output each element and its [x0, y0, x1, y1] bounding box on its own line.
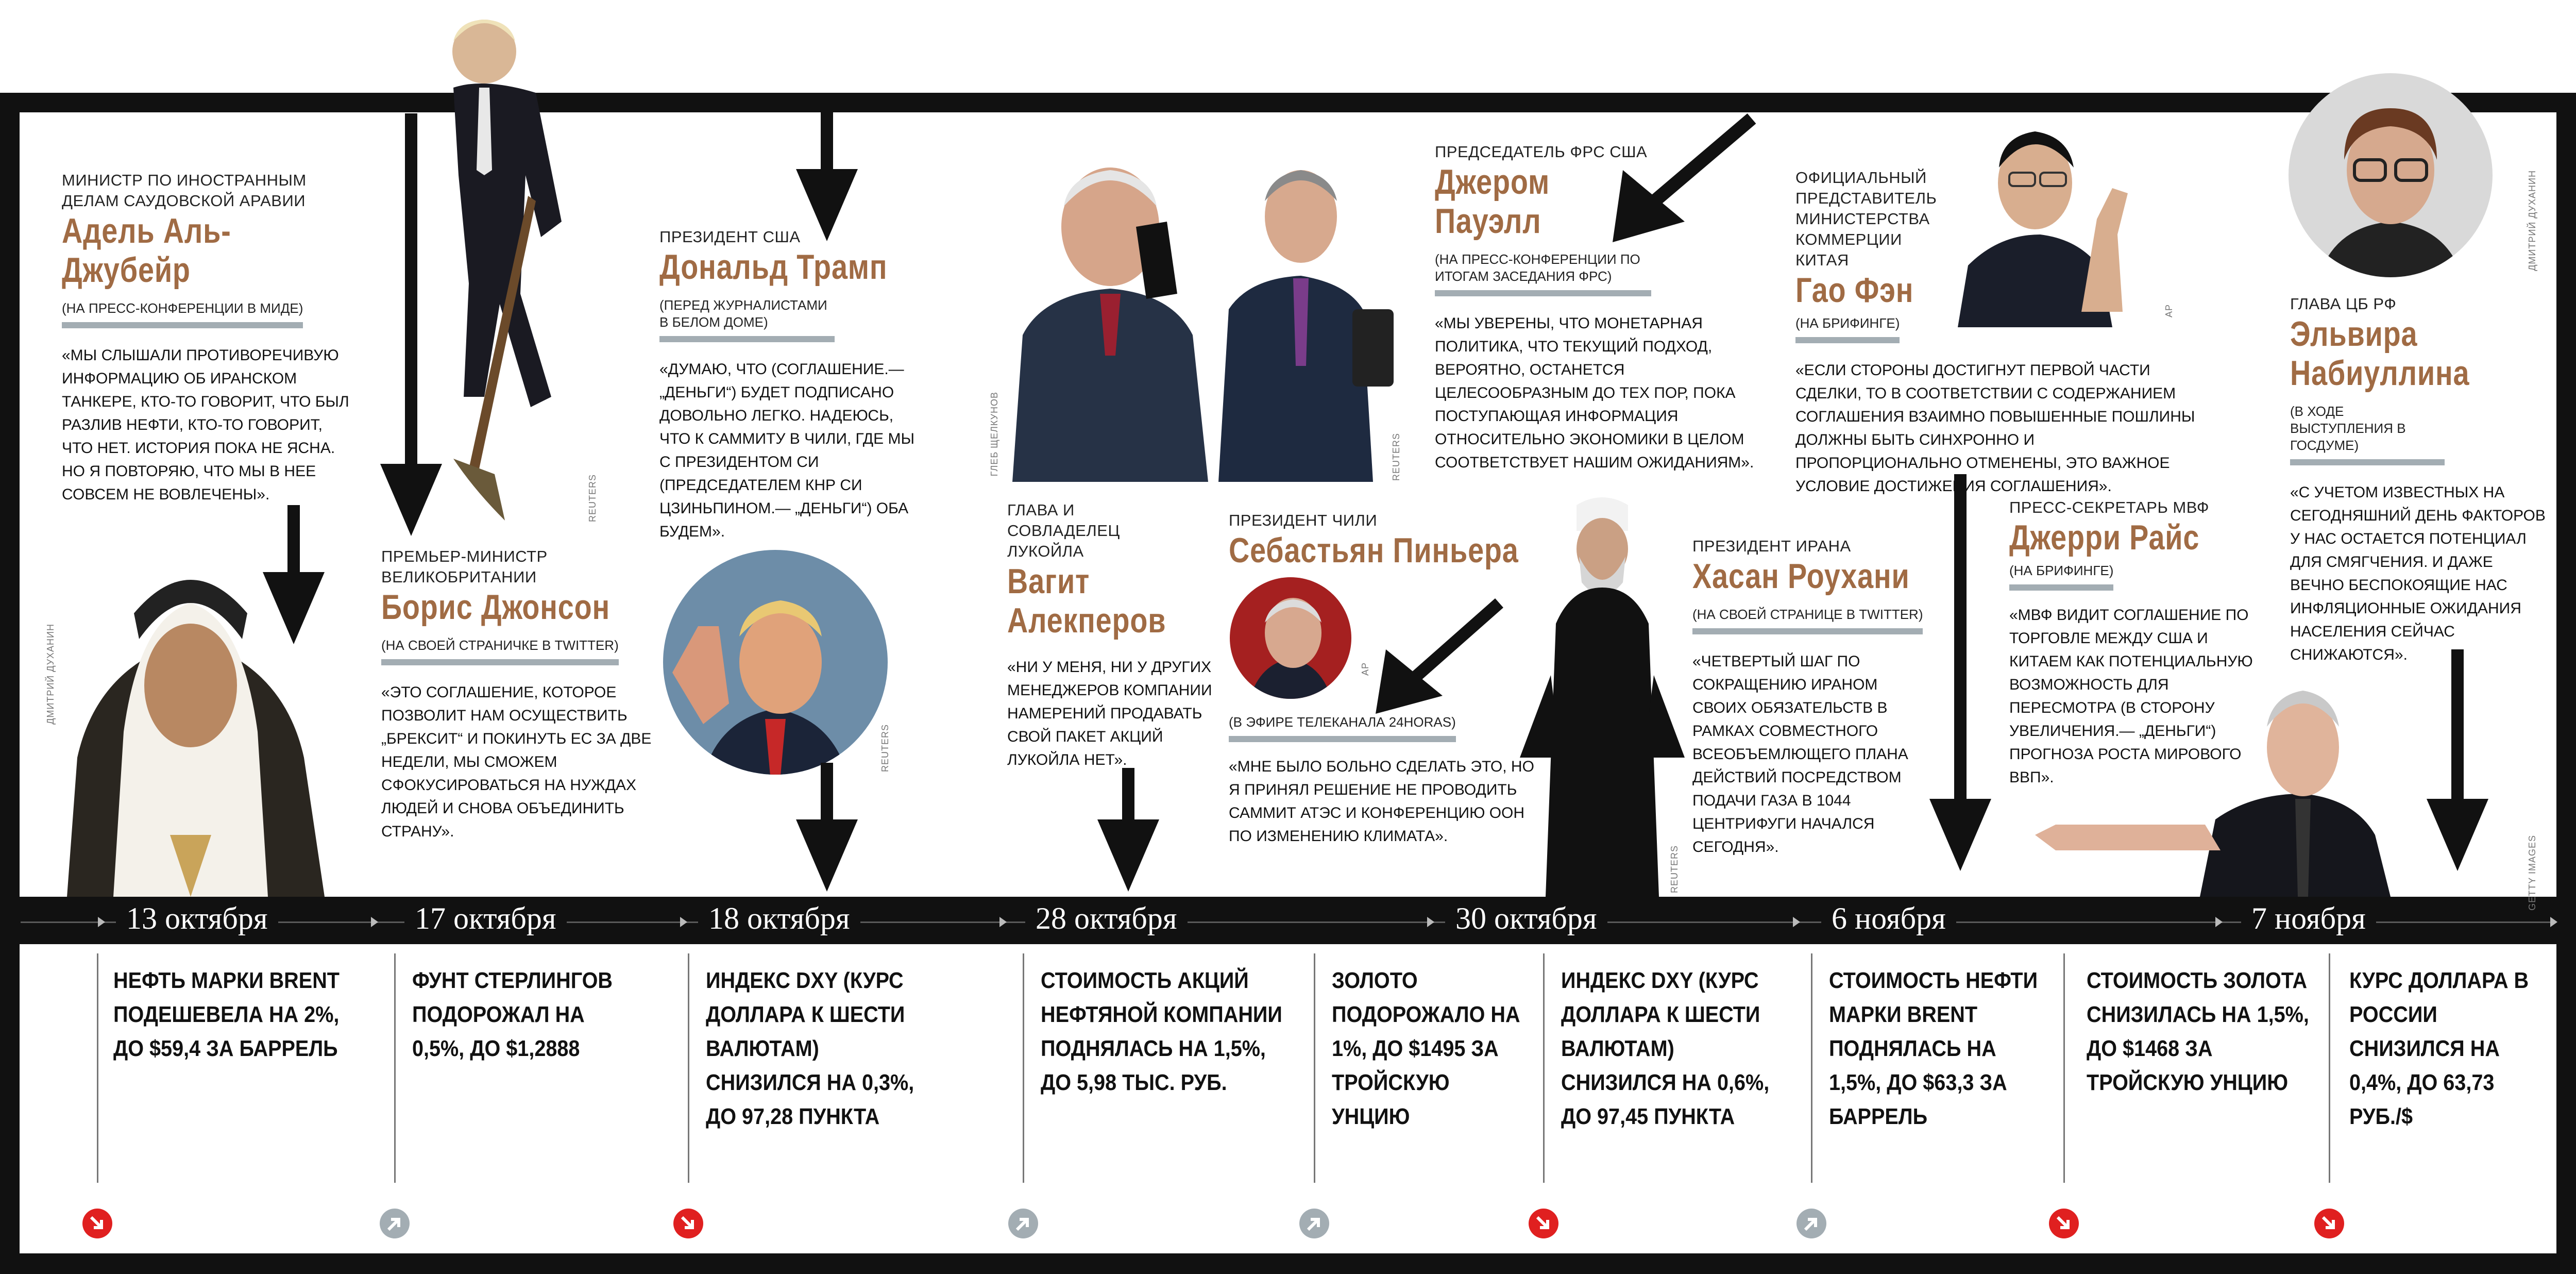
- trend-up-icon: [1299, 1209, 1329, 1238]
- quote-block-gao-feng: [1795, 167, 2208, 498]
- timeline-tick: [999, 917, 1007, 927]
- trend-down-icon: [2049, 1209, 2079, 1238]
- timeline-line: [21, 921, 2555, 923]
- arrow-johnson: [380, 113, 442, 536]
- date-label: 17 октября: [404, 901, 567, 936]
- arrow-al-jubeir: [263, 505, 325, 644]
- quote-trump: «ДУМАЮ, ЧТО (СОГЛАШЕНИЕ.— „ДЕНЬГИ“) БУДЕТ ПОДПИСАНО ДОВОЛЬНО ЛЕГКО. НАДЕЮСЬ, ЧТО К САММИТУ В ЧИЛИ, ГДЕ МЫ С ПРЕЗИДЕНТОМ СИ (ПРЕДСЕДАТЕЛЕМ КНР СИ ЦЗИНЬПИНОМ.— „ДЕНЬГИ“) ОБА БУДЕМ».: [659, 361, 914, 540]
- photo-pinera: [1229, 576, 1352, 700]
- trend-up-icon: [1797, 1209, 1826, 1238]
- context-trump: (ПЕРЕД ЖУРНАЛИСТАМИ В БЕЛОМ ДОМЕ): [659, 297, 835, 342]
- photo-trump: [662, 549, 889, 776]
- trend-up-icon: [1008, 1209, 1038, 1238]
- context-al-jubeir: (НА ПРЕСС-КОНФЕРЕНЦИИ В МИДЕ): [62, 300, 303, 328]
- fact-4: ЗОЛОТО ПОДОРОЖАЛО НА 1%, ДО $1495 ЗА ТРОЙСКУЮ УНЦИЮ: [1332, 968, 1520, 1129]
- context-gao-feng: (НА БРИФИНГЕ): [1795, 315, 1900, 343]
- arrow-alekperov: [1097, 768, 1159, 892]
- context-powell: (НА ПРЕСС-КОНФЕРЕНЦИИ ПО ИТОГАМ ЗАСЕДАНИЯ ФРС): [1435, 251, 1651, 296]
- photo-alekperov-powell: [1012, 139, 1404, 482]
- date-label: 30 октября: [1445, 901, 1607, 936]
- credit-pinera: AP: [1360, 662, 1370, 676]
- name-al-jubeir: Адель Аль-Джубейр: [62, 211, 231, 290]
- fact-2: ИНДЕКС DXY (КУРС ДОЛЛАРА К ШЕСТИ ВАЛЮТАМ) СНИЗИЛСЯ НА 0,3%, ДО 97,28 ПУНКТА: [706, 968, 914, 1129]
- fact-connector: [1811, 953, 1812, 1183]
- credit-rouhani: REUTERS: [1669, 845, 1680, 894]
- date-label: 13 октября: [116, 901, 278, 936]
- context-pinera: (В ЭФИРЕ ТЕЛЕКАНАЛА 24HORAS): [1229, 714, 1456, 742]
- quote-block-nabiullina: [2290, 294, 2548, 666]
- fact-connector: [2063, 953, 2065, 1183]
- trend-down-icon: [2314, 1209, 2344, 1238]
- quote-block-powell: [1435, 142, 1754, 474]
- timeline-tick: [371, 917, 378, 927]
- role-alekperov: ГЛАВА И СОВЛАДЕЛЕЦ ЛУКОЙЛА: [1007, 501, 1120, 560]
- quote-powell: «МЫ УВЕРЕНЫ, ЧТО МОНЕТАРНАЯ ПОЛИТИКА, ЧТО ТЕКУЩИЙ ПОДХОД, ВЕРОЯТНО, ОСТАНЕТСЯ ЦЕЛЕСООБРАЗНЫМ ДО ТЕХ ПОР, ПОКА ПОСТУПАЮЩАЯ ИНФОРМАЦИЯ ОТНОСИТЕЛЬНО ЭКОНОМИКИ В ЦЕЛОМ СООТВЕТСТВУЕТ НАШИМ ОЖИДАНИЯМ».: [1435, 315, 1754, 471]
- arrow-pinera: [1370, 598, 1504, 716]
- credit-gao-feng: AP: [2164, 304, 2174, 318]
- quote-block-johnson: [381, 546, 670, 843]
- fact-0: НЕФТЬ МАРКИ BRENT ПОДЕШЕВЕЛА НА 2%, ДО $59,4 ЗА БАРРЕЛЬ: [113, 968, 340, 1061]
- fact-connector: [2329, 953, 2330, 1183]
- date-label: 18 октября: [698, 901, 860, 936]
- name-rouhani: Хасан Роухани: [1692, 557, 1910, 596]
- credit-alekperov: ГЛЕБ ЩЕЛКУНОВ: [989, 392, 999, 477]
- fact-connector: [1543, 953, 1545, 1183]
- quote-gao-feng: «ЕСЛИ СТОРОНЫ ДОСТИГНУТ ПЕРВОЙ ЧАСТИ СДЕЛКИ, ТО В СООТВЕТСТВИИ С СОДЕРЖАНИЕМ СОГЛАШЕНИЯ ВЗАИМНО ПОВЫШЕННЫЕ ПОШЛИНЫ ДОЛЖНЫ БЫТЬ СИНХРОННО И ПРОПОРЦИОНАЛЬНО ОТМЕНЕНЫ, ЭТО ВАЖНОЕ УСЛОВИЕ ДОСТИЖЕНИЯ СОГЛАШЕНИЯ».: [1795, 362, 2195, 495]
- fact-3: СТОИМОСТЬ АКЦИЙ НЕФТЯНОЙ КОМПАНИИ ПОДНЯЛАСЬ НА 1,5%, ДО 5,98 ТЫС. РУБ.: [1041, 968, 1282, 1095]
- timeline-tick: [1427, 917, 1434, 927]
- quote-block-pinera: [1229, 510, 1548, 570]
- credit-johnson: REUTERS: [587, 474, 598, 523]
- quote-block-rouhani: [1692, 536, 1929, 859]
- fact-connector: [394, 953, 396, 1183]
- date-label: 28 октября: [1025, 901, 1188, 936]
- date-label: 7 ноября: [2241, 901, 2376, 936]
- name-nabiullina: Эльвира Набиуллина: [2290, 314, 2470, 393]
- name-powell: Джером Пауэлл: [1435, 162, 1550, 241]
- name-gao-feng: Гао Фэн: [1795, 271, 1914, 310]
- fact-connector: [97, 953, 98, 1183]
- photo-nabiullina: [2287, 72, 2494, 278]
- trend-down-icon: [673, 1209, 703, 1238]
- timeline-tick: [98, 917, 105, 927]
- quote-alekperov: «НИ У МЕНЯ, НИ У ДРУГИХ МЕНЕДЖЕРОВ КОМПАНИИ НАМЕРЕНИЙ ПРОДАВАТЬ СВОЙ ПАКЕТ АКЦИЙ ЛУКОЙЛА НЕТ».: [1007, 659, 1212, 768]
- quote-johnson: «ЭТО СОГЛАШЕНИЕ, КОТОРОЕ ПОЗВОЛИТ НАМ ОСУЩЕСТВИТЬ „БРЕКСИТ“ И ПОКИНУТЬ ЕС ЗА ДВЕ НЕДЕЛИ, МЫ СМОЖЕМ СФОКУСИРОВАТЬСЯ НА НУЖДАХ ЛЮДЕЙ И СНОВА ОБЪЕДИНИТЬ СТРАНУ».: [381, 684, 652, 840]
- context-nabiullina: (В ХОДЕ ВЫСТУПЛЕНИЯ В ГОСДУМЕ): [2290, 403, 2445, 465]
- name-johnson: Борис Джонсон: [381, 588, 611, 627]
- credit-trump: REUTERS: [880, 724, 890, 773]
- quote-nabiullina: «С УЧЕТОМ ИЗВЕСТНЫХ НА СЕГОДНЯШНИЙ ДЕНЬ ФАКТОРОВ У НАС ОСТАЕТСЯ ПОТЕНЦИАЛ ДЛЯ СМЯГЧЕНИЯ. И ДАЖЕ ВЕЧНО БЕСПОКОЯЩИЕ НАС ИНФЛЯЦИОННЫЕ ОЖИДАНИЯ НАСЕЛЕНИЯ СЕЙЧАС СНИЖАЮТСЯ».: [2290, 484, 2546, 663]
- role-nabiullina: ГЛАВА ЦБ РФ: [2290, 295, 2397, 313]
- timeline-tick: [1793, 917, 1800, 927]
- role-pinera: ПРЕЗИДЕНТ ЧИЛИ: [1229, 511, 1378, 529]
- fact-5: ИНДЕКС DXY (КУРС ДОЛЛАРА К ШЕСТИ ВАЛЮТАМ) СНИЗИЛСЯ НА 0,6%, ДО 97,45 ПУНКТА: [1561, 968, 1770, 1129]
- photo-johnson: [433, 5, 618, 526]
- name-trump: Дональд Трамп: [659, 247, 888, 287]
- timeline-tick: [680, 917, 687, 927]
- arrow-trump-bottom: [796, 763, 858, 892]
- context-rouhani: (НА СВОЕЙ СТРАНИЦЕ В TWITTER): [1692, 606, 1923, 634]
- quote-rice: «МВФ ВИДИТ СОГЛАШЕНИЕ ПО ТОРГОВЛЕ МЕЖДУ США И КИТАЕМ КАК ПОТЕНЦИАЛЬНУЮ ВОЗМОЖНОСТЬ ДЛЯ ПЕРЕСМОТРА (В СТОРОНУ УВЕЛИЧЕНИЯ.— „ДЕНЬГИ“) ПРОГНОЗА РОСТА МИРОВОГО ВВП».: [2009, 607, 2253, 786]
- credit-powell: REUTERS: [1391, 433, 1401, 481]
- fact-8: КУРС ДОЛЛАРА В РОССИИ СНИЗИЛСЯ НА 0,4%, ДО 63,73 РУБ./$: [2349, 968, 2529, 1129]
- quote-al-jubeir: «МЫ СЛЫШАЛИ ПРОТИВОРЕЧИВУЮ ИНФОРМАЦИЮ ОБ ИРАНСКОМ ТАНКЕРЕ, КТО-ТО ГОВОРИТ, ЧТО БЫЛ РАЗЛИВ НЕФТИ, КТО-ТО ГОВОРИТ, ЧТО НЕТ. ИСТОРИЯ ПОКА НЕ ЯСНА. НО Я ПОВТОРЯЮ, ЧТО МЫ В НЕЕ СОВСЕМ НЕ ВОВЛЕЧЕНЫ».: [62, 347, 349, 503]
- credit-rice: GETTY IMAGES: [2527, 835, 2537, 911]
- context-rice: (НА БРИФИНГЕ): [2009, 562, 2113, 591]
- role-trump: ПРЕЗИДЕНТ США: [659, 228, 801, 246]
- date-label: 6 ноября: [1821, 901, 1956, 936]
- role-rice: ПРЕСС-СЕКРЕТАРЬ МВФ: [2009, 498, 2209, 516]
- role-gao-feng: ОФИЦИАЛЬНЫЙ ПРЕДСТАВИТЕЛЬ МИНИСТЕРСТВА КОММЕРЦИИ КИТАЯ: [1795, 169, 1937, 269]
- credit-nabiullina: ДМИТРИЙ ДУХАНИН: [2527, 170, 2537, 271]
- fact-1: ФУНТ СТЕРЛИНГОВ ПОДОРОЖАЛ НА 0,5%, ДО $1,2888: [412, 968, 613, 1061]
- context-johnson: (НА СВОЕЙ СТРАНИЧКЕ В TWITTER): [381, 637, 619, 665]
- quote-block-al-jubeir: [62, 170, 350, 506]
- quote-pinera: «МНЕ БЫЛО БОЛЬНО СДЕЛАТЬ ЭТО, НО Я ПРИНЯЛ РЕШЕНИЕ НЕ ПРОВОДИТЬ САММИТ АТЭС И КОНФЕРЕНЦИЮ ООН ПО ИЗМЕНЕНИЮ КЛИМАТА».: [1229, 758, 1534, 845]
- arrow-trump-top: [796, 112, 858, 241]
- role-al-jubeir: МИНИСТР ПО ИНОСТРАННЫМ ДЕЛАМ САУДОВСКОЙ АРАВИИ: [62, 171, 307, 210]
- quote-block-alekperov: [1007, 500, 1213, 772]
- name-alekperov: Вагит Алекперов: [1007, 562, 1166, 640]
- fact-7: СТОИМОСТЬ ЗОЛОТА СНИЗИЛАСЬ НА 1,5%, ДО $1468 ЗА ТРОЙСКУЮ УНЦИЮ: [2087, 968, 2309, 1095]
- fact-connector: [688, 953, 689, 1183]
- quote-block-pinera-text: [1229, 714, 1538, 848]
- role-powell: ПРЕДСЕДАТЕЛЬ ФРС США: [1435, 143, 1648, 161]
- arrow-nabiullina: [2427, 649, 2488, 871]
- credit-al-jubeir: ДМИТРИЙ ДУХАНИН: [45, 624, 56, 725]
- trend-up-icon: [380, 1209, 410, 1238]
- quote-block-rice: [2009, 497, 2267, 789]
- fact-6: СТОИМОСТЬ НЕФТИ МАРКИ BRENT ПОДНЯЛАСЬ НА 1,5%, ДО $63,3 ЗА БАРРЕЛЬ: [1829, 968, 2038, 1129]
- arrow-gao-feng: [1929, 474, 1991, 871]
- timeline-tick: [2550, 917, 2557, 927]
- name-rice: Джерри Райс: [2009, 518, 2200, 557]
- timeline-tick: [2215, 917, 2223, 927]
- trend-down-icon: [1529, 1209, 1558, 1238]
- name-pinera: Себастьян Пиньера: [1229, 531, 1519, 570]
- quote-block-trump: [659, 227, 917, 543]
- role-rouhani: ПРЕЗИДЕНТ ИРАНА: [1692, 537, 1851, 555]
- quote-rouhani: «ЧЕТВЕРТЫЙ ШАГ ПО СОКРАЩЕНИЮ ИРАНОМ СВОИХ ОБЯЗАТЕЛЬСТВ В РАМКАХ СОВМЕСТНОГО ВСЕОБЪЕМЛЮЩЕГО ПЛАНА ДЕЙСТВИЙ ПОСРЕДСТВОМ ПОДАЧИ ГАЗА В 1044 ЦЕНТРИФУГИ НАЧАЛСЯ СЕГОДНЯ».: [1692, 653, 1908, 856]
- trend-down-icon: [82, 1209, 112, 1238]
- fact-connector: [1023, 953, 1024, 1183]
- fact-connector: [1314, 953, 1315, 1183]
- role-johnson: ПРЕМЬЕР-МИНИСТР ВЕЛИКОБРИТАНИИ: [381, 547, 548, 586]
